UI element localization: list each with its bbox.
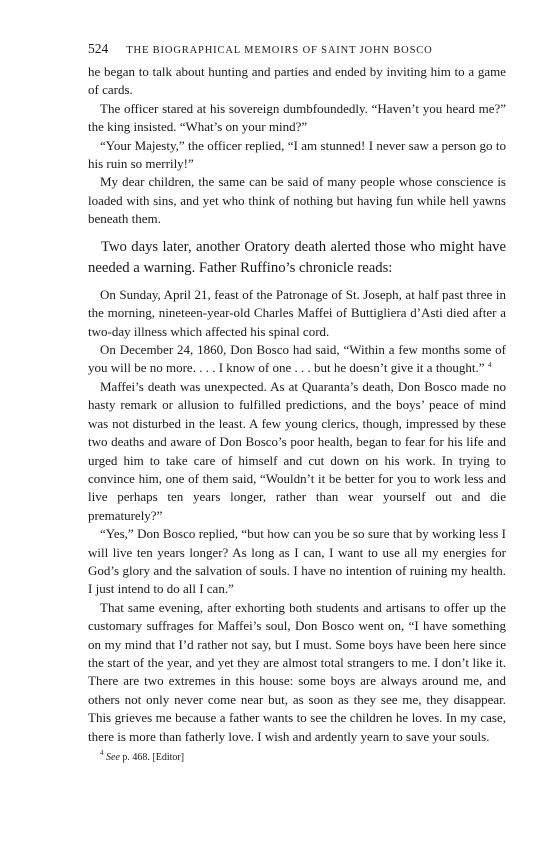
quoted-anecdote — [88, 63, 506, 229]
paragraph — [88, 341, 506, 378]
paragraph-text: On December 24, 1860, Don Bosco had said, “Within a few months some of you will be no more. . . . I know of one . . . but he doesn’t give it a thought.” — [88, 342, 506, 376]
book-page — [88, 40, 506, 765]
footnote-number: 4 — [100, 749, 104, 757]
page-number: 524 — [88, 41, 109, 56]
paragraph: he began to talk about hunting and parties and ended by inviting him to a game of cards. — [88, 64, 506, 98]
paragraph: Maffei’s death was unexpected. As at Quaranta’s death, Don Bosco made no hasty remark or allusion to fulfilled predictions, and the boys’ peace of mind was not disturbed in the least. A few young clerics, though, impressed by these two deaths and aware of Don Bosco’s poor health, began to fear for his life and urged him to take care of himself and cut down on his work. In trying to convince him, one of them said, “Wouldn’t it be better for you to work less and live perhaps ten years longer, rather than wear yourself out and die prematurely?” — [88, 378, 506, 523]
footnote-text: p. 468. [Editor] — [122, 752, 185, 763]
page-header — [88, 40, 506, 60]
footnote — [88, 751, 506, 765]
paragraph: Two days later, another Oratory death alerted those who might have needed a warning. Father Ruffino’s chronicle reads: — [88, 238, 506, 277]
paragraph: The officer stared at his sovereign dumbfoundedly. “Haven’t you heard me?” the king insisted. “What’s on your mind?” — [88, 100, 506, 135]
footnote-see: See — [106, 752, 120, 763]
paragraph: “Your Majesty,” the officer replied, “I am stunned! I never saw a person go to his ruin so merrily!” — [88, 137, 506, 172]
paragraph: On Sunday, April 21, feast of the Patronage of St. Joseph, at half past three in the morning, nineteen-year-old Charles Maffei of Buttigliera d’Asti died after a two-day illness which affected his spinal cord. — [88, 286, 506, 339]
paragraph: “Yes,” Don Bosco replied, “but how can you be so sure that by working less I will live ten years longer? As long as I can, I want to use all my energies for God’s glory and the salvation of souls. I have no intention of ruining my health. I just intend to do all I can.” — [88, 526, 506, 597]
paragraph: That same evening, after exhorting both students and artisans to offer up the customary suffrages for Maffei’s soul, Don Bosco went on, “I have something on my mind that I’d rather not say, but I must. Some boys have been here since the start of the year, and yet they are almost total strangers to me. I don’t like it. There are two extremes in this house: some boys are always around me, and others not only never come near but, as soon as they see me, they disappear. This grieves me because a father wants to see the children he loves. In my case, there is more than fatherly love. I wish and ardently yearn to save your souls. — [88, 599, 506, 744]
chronicle-quote — [88, 286, 506, 746]
running-head: THE BIOGRAPHICAL MEMOIRS OF SAINT JOHN BOSCO — [126, 45, 433, 56]
narrative-text — [88, 237, 506, 280]
footnote-marker: 4 — [487, 361, 492, 370]
paragraph: My dear children, the same can be said of many people whose conscience is loaded with sins, and yet who think of nothing but having fun while hell yawns beneath them. — [88, 174, 506, 227]
